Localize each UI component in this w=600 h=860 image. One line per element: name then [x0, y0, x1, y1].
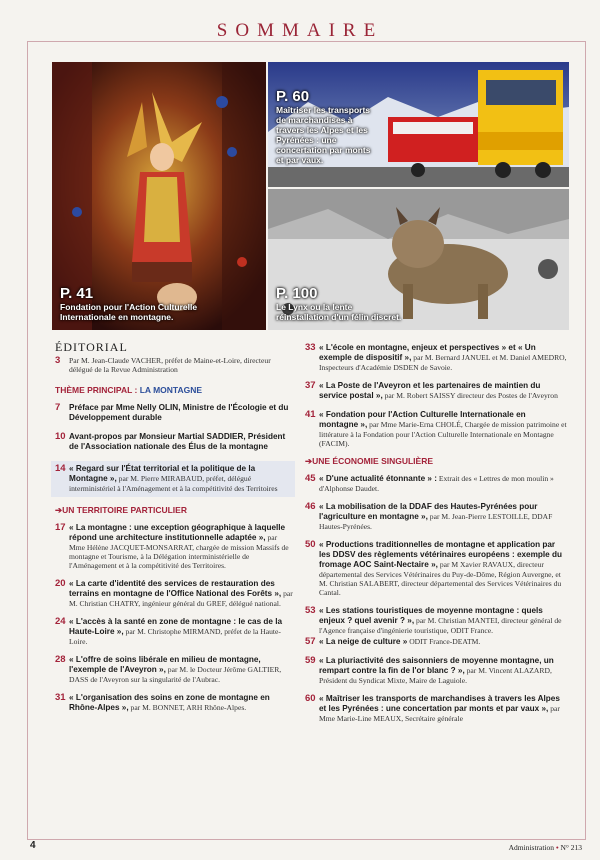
toc-entry[interactable]: 45 « D'une actualité étonnante » : Extrait des « Lettres de mon moulin » d'Alphonse Daudet. — [305, 473, 554, 493]
section-heading: ➔UN TERRITOIRE PARTICULIER — [55, 505, 187, 515]
page-number: 4 — [30, 840, 36, 851]
toc-entry[interactable]: 24 « L'accès à la santé en zone de montagne : le cas de la Haute-Loire », par M. Christophe MIRMAND, préfet de la Haute-Loire. — [55, 616, 283, 646]
left-column — [55, 340, 295, 722]
theme-heading: THÈME PRINCIPAL : LA MONTAGNE — [55, 385, 203, 395]
toc-entry[interactable]: 7 Préface par Mme Nelly OLIN, Ministre de l'Écologie et du Développement durable — [55, 402, 289, 422]
photo-caption-60: P. 60 Maîtriser les transports de marchandises à travers les Alpes et les Pyrénées : une concertation par monts et par vaux. — [276, 88, 371, 165]
toc-entry[interactable]: 59 « La pluriactivité des saisonniers de moyenne montagne, un rempart contre la fin de l'or blanc ? », par M. Vincent ALAZARD, Président du Syndicat Mixte, Maire de Laguiole. — [305, 655, 554, 685]
toc-entry[interactable]: 14 « Regard sur l'État territorial et la politique de la Montagne », par M. Pierre MIRABAUD, préfet, délégué interministériel à l'Aménagement et à la compétitivité des Territoires — [51, 461, 295, 497]
footer-issue: Administration • N° 213 — [508, 843, 582, 852]
toc-entry[interactable]: 10 Avant-propos par Monsieur Martial SADDIER, Président de l'Association nationale des Élus de la montagne — [55, 431, 286, 451]
photo-truck — [268, 62, 569, 187]
toc-entry[interactable]: 46 « La mobilisation de la DDAF des Hautes-Pyrénées pour l'agriculture en montagne », par M. Jean-Pierre LESTOILLE, DDAF Hautes-Pyrénées. — [305, 501, 553, 531]
page-title: SOMMAIRE — [0, 20, 600, 42]
toc-entry[interactable]: 28 « L'offre de soins libérale en milieu de montagne, l'exemple de l'Aveyron », par M. le Docteur Jérôme GALTIER, DASS de l'Aveyron sur la singularité de l'Aubrac. — [55, 654, 282, 684]
toc-entry[interactable]: 50 « Productions traditionnelles de montagne et application par les DDSV des règlements vétérinaires européens : exemple du fromage AOC Saint-Nectaire », par M Xavier RAVAUX, directeur départemental des Services Vétérinaires du Puy-de-Dôme, Région Auvergne, et M. Christian SALABERT, directeur départemental des Services Vétérinaires du Cantal. — [305, 539, 562, 597]
toc-entry[interactable]: 37 « La Poste de l'Aveyron et les partenaires de maintien du service postal », par M. Robert SAISSY directeur des Postes de l'Aveyron — [305, 380, 558, 400]
toc-entry[interactable]: 3 Par M. Jean-Claude VACHER, préfet de Maine-et-Loire, directeur délégué de la Revue Administration — [55, 355, 271, 374]
toc-entry[interactable]: 53 « Les stations touristiques de moyenne montagne : quels enjeux ? quel avenir ? », par M. Christian MANTEI, directeur général de l'Agence française d'ingénierie touristique, ODIT France. — [305, 605, 562, 635]
photo-caption-41: P. 41 Fondation pour l'Action Culturelle Internationale en montagne. — [60, 285, 198, 322]
toc-entry[interactable]: 17 « La montagne : une exception géographique à laquelle répond une architecture institutionnelle adaptée », par Mme Hélène JACQUET-MONSARRAT, chargée de mission Massifs de montagne et Tourisme, à la Délégation interministérielle de l'Aménagement et à la compétitivité des Territoires. — [55, 522, 289, 570]
toc-entry[interactable]: 31 « L'organisation des soins en zone de montagne en Rhône-Alpes », par M. BONNET, ARH Rhône-Alpes. — [55, 692, 270, 712]
right-column — [305, 343, 567, 732]
photo-lynx — [268, 189, 569, 330]
toc-entry[interactable]: 60 « Maîtriser les transports de marchandises à travers les Alpes et les Pyrénées : une concertation par monts et par vaux », par Mme Marie-Line MEAUX, Secrétaire générale — [305, 693, 560, 723]
toc-entry[interactable]: 20 « La carte d'identité des services de restauration des terrains en montagne de l'Office National des Forêts », par M. Christian CHATRY, ingénieur général du GREF, délégué national. — [55, 578, 293, 608]
toc-entry[interactable]: 41 « Fondation pour l'Action Culturelle Internationale en montagne », par Mme Marie-Erna CHOLÉ, Chargée de mission patrimoine et littérature à la Fondation pour l'Action Culturelle Internationale en Montagne (FACIM). — [305, 409, 567, 448]
toc-entry[interactable]: 33 « L'école en montagne, enjeux et perspectives » et « Un exemple de dispositif », par M. Bernard JANUEL et M. Daniel AMEDRO, Inspecteurs d'Académie DSDEN de Savoie. — [305, 342, 567, 372]
toc-entry[interactable]: 57 « La neige de culture » ODIT France-DEATM. — [305, 636, 481, 647]
photo-caption-100: P. 100 Le Lynx ou la lente réinstallation d'un félin discret. — [276, 285, 402, 322]
editorial-heading: ÉDITORIAL — [55, 340, 128, 354]
section-heading: ➔UNE ÉCONOMIE SINGULIÈRE — [305, 456, 434, 466]
photo-statue — [52, 62, 266, 330]
